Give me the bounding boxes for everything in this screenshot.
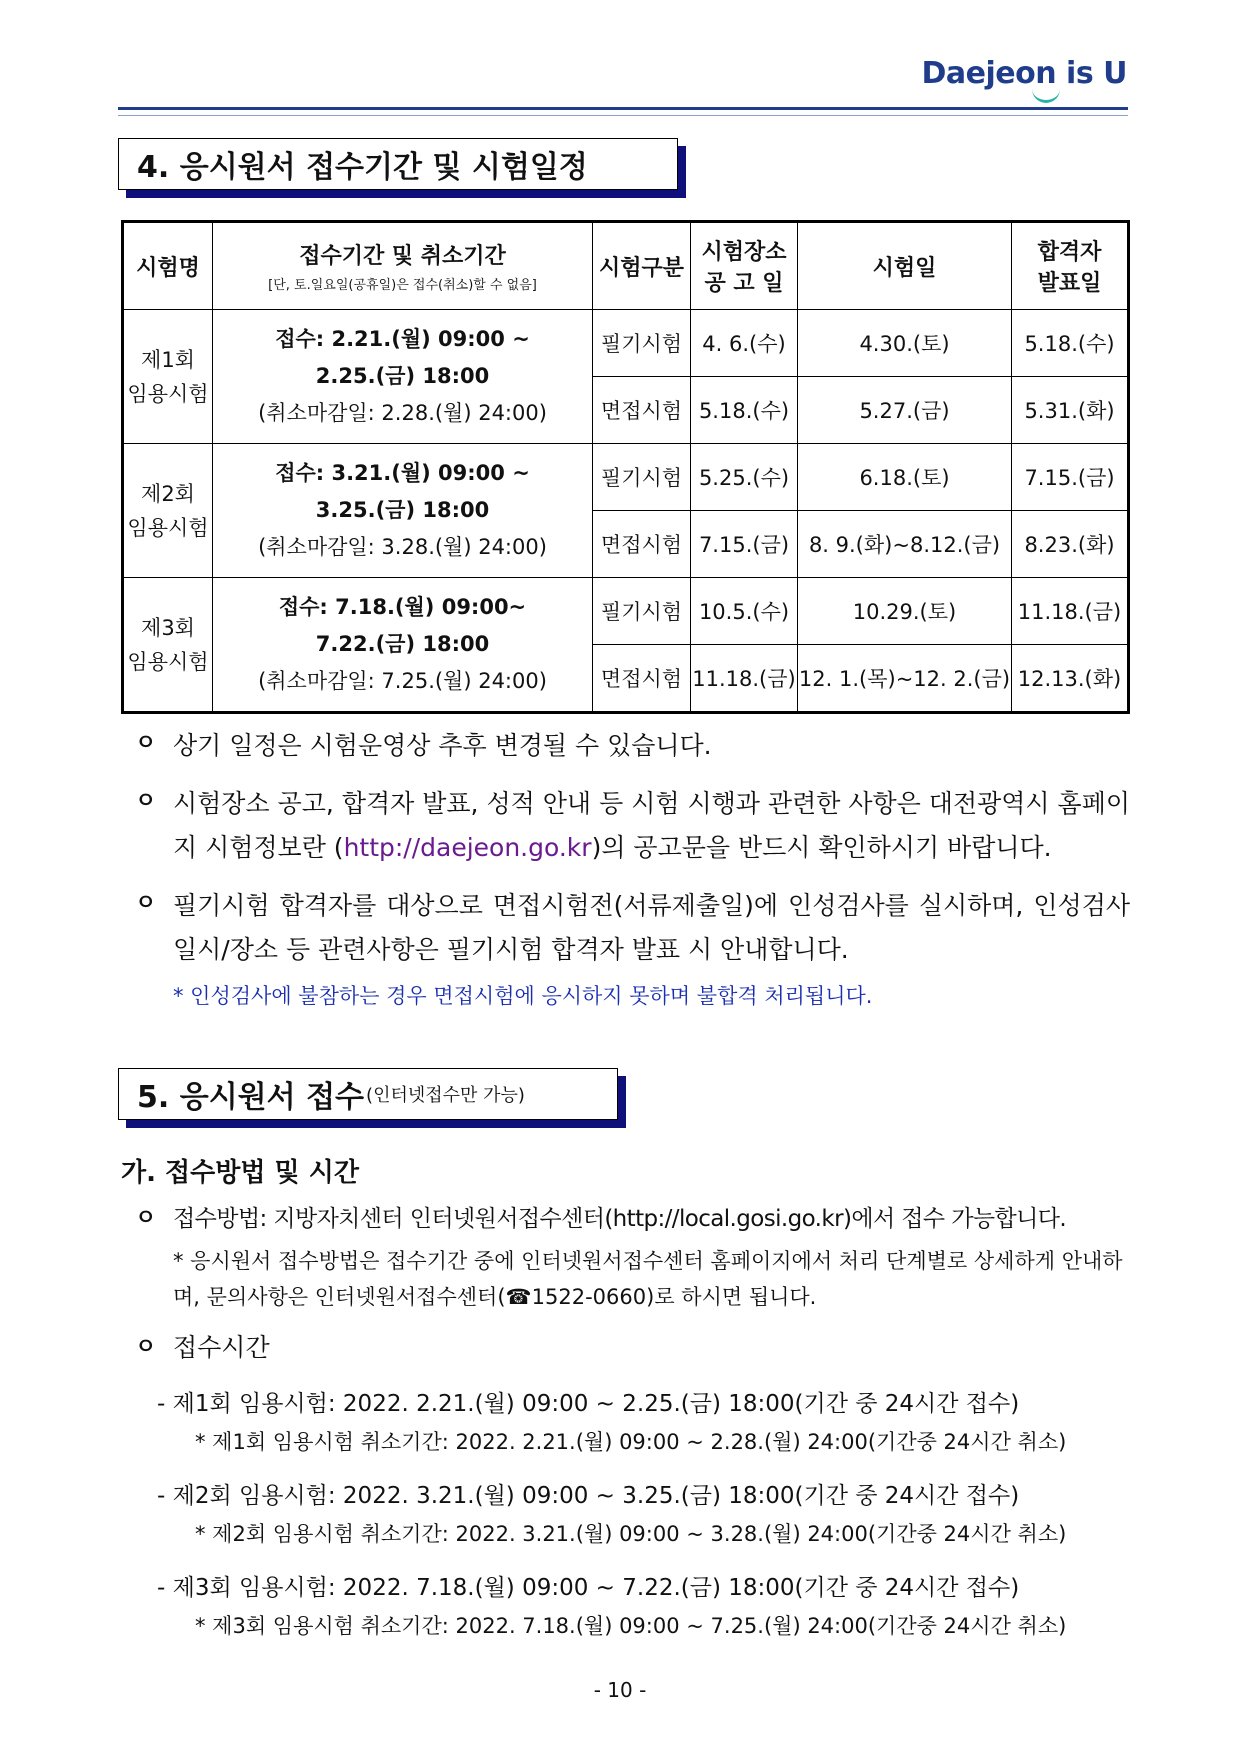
receipt-line2: 7.22.(금) 18:00 [315, 632, 490, 656]
cancel-deadline: (취소마감일: 3.28.(월) 24:00) [258, 535, 547, 559]
round-name [123, 310, 213, 444]
method-text: 접수방법: 지방자치센터 인터넷원서접수센터(http://local.gosi.go.kr)에서 접수 가능합니다. [173, 1206, 1067, 1232]
header-period-label: 접수기간 및 취소기간 [299, 244, 506, 269]
receipt-line1: 접수: 7.18.(월) 09:00~ [278, 595, 527, 619]
subsection-a-title: 가. 접수방법 및 시간 [121, 1158, 359, 1188]
receipt-line2: 2.25.(금) 18:00 [315, 364, 490, 388]
round-1-period: - 제1회 임용시험: 2022. 2.21.(월) 09:00 ~ 2.25.(금) 18:00(기간 중 24시간 접수) [157, 1391, 1020, 1417]
result-date: 8.23.(화) [1012, 511, 1129, 578]
exam-date: 5.27.(금) [798, 377, 1012, 444]
round-name [123, 444, 213, 578]
venue-date: 10.5.(수) [691, 578, 798, 645]
round-name-line2: 임용시험 [127, 515, 209, 540]
schedule-notes [135, 724, 1130, 1010]
result-date: 7.15.(금) [1012, 444, 1129, 511]
application-times [135, 1328, 1130, 1644]
exam-type: 필기시험 [593, 444, 691, 511]
table-header-row [123, 222, 1129, 310]
section-5-title-small: (인터넷접수만 가능) [366, 1085, 525, 1106]
result-date: 12.13.(화) [1012, 645, 1129, 713]
venue-date: 4. 6.(수) [691, 310, 798, 377]
round-period [213, 578, 593, 713]
bullet-circle-icon: ㅇ [135, 1335, 157, 1360]
header-period [213, 222, 593, 310]
note-text-part: 시험장소 공고, 합격자 발표, 성적 안내 등 시험 시행과 관련한 사항은 대전광역시 홈페이지 시험정보란 ( [173, 789, 1130, 862]
header-type: 시험구분 [593, 222, 691, 310]
schedule-table [121, 220, 1130, 714]
list-item [135, 1199, 1130, 1239]
exam-date: 8. 9.(화)~8.12.(금) [798, 511, 1012, 578]
table-row [123, 444, 1129, 511]
round-name-line1: 제3회 [141, 615, 195, 640]
list-item [135, 782, 1130, 870]
note-text: 필기시험 합격자를 대상으로 면접시험전(서류제출일)에 인성검사를 실시하며, 인성검사 일시/장소 등 관련사항은 필기시험 합격자 발표 시 안내합니다. [173, 891, 1130, 964]
round-2-period: - 제2회 임용시험: 2022. 3.21.(월) 09:00 ~ 3.25.(금) 18:00(기간 중 24시간 접수) [157, 1483, 1020, 1509]
note-text: 상기 일정은 시험운영상 추후 변경될 수 있습니다. [173, 731, 712, 760]
smile-icon [1032, 86, 1060, 103]
header-period-note: [단, 토.일요일(공휴일)은 접수(취소)할 수 없음] [268, 278, 537, 293]
round-3-period: - 제3회 임용시험: 2022. 7.18.(월) 09:00 ~ 7.22.(금) 18:00(기간 중 24시간 접수) [157, 1575, 1020, 1601]
header-rule [118, 107, 1128, 110]
page-number: - 10 - [593, 1678, 647, 1702]
result-date: 5.18.(수) [1012, 310, 1129, 377]
header-venue-line1: 시험장소 [701, 240, 787, 265]
venue-date: 11.18.(금) [691, 645, 798, 713]
note-text [173, 782, 1130, 870]
round-period [213, 444, 593, 578]
section-4-title-text: 4. 응시원서 접수기간 및 시험일정 [137, 150, 588, 185]
daejeon-logo [922, 56, 1127, 91]
application-method [135, 1199, 1130, 1315]
exam-type: 면접시험 [593, 645, 691, 713]
round-name [123, 578, 213, 713]
bullet-circle-icon: ㅇ [135, 891, 157, 916]
note-text-part: )의 공고문을 반드시 확인하시기 바랍니다. [591, 833, 1052, 862]
receipt-line1: 접수: 3.21.(월) 09:00 ~ [275, 461, 530, 485]
logo-text: Daejeon is U [921, 56, 1127, 91]
cancel-deadline: (취소마감일: 7.25.(월) 24:00) [258, 669, 547, 693]
result-date: 5.31.(화) [1012, 377, 1129, 444]
list-item [135, 724, 1130, 768]
section-5-title [118, 1068, 618, 1120]
section-5-title-text: 5. 응시원서 접수 [137, 1080, 365, 1115]
header-rule-thin [118, 115, 1128, 116]
round-name-line2: 임용시험 [127, 649, 209, 674]
cancel-deadline: (취소마감일: 2.28.(월) 24:00) [258, 401, 547, 425]
round-period [213, 310, 593, 444]
exam-date: 4.30.(토) [798, 310, 1012, 377]
header-result [1012, 222, 1129, 310]
daejeon-homepage-link[interactable]: http://daejeon.go.kr [343, 833, 592, 862]
exam-date: 12. 1.(목)~12. 2.(금) [798, 645, 1012, 713]
round-name-line2: 임용시험 [127, 381, 209, 406]
times-title: 접수시간 [173, 1333, 270, 1362]
round-name-line1: 제1회 [141, 347, 195, 372]
exam-date: 10.29.(토) [798, 578, 1012, 645]
method-note: * 응시원서 접수방법은 접수기간 중에 인터넷원서접수센터 홈페이지에서 처리 단계별로 상세하게 안내하며, 문의사항은 인터넷원서접수센터(☎1522-0660)로 하시면 됩니다. [173, 1249, 1123, 1309]
exam-type: 면접시험 [593, 377, 691, 444]
venue-date: 5.18.(수) [691, 377, 798, 444]
round-3-cancel: * 제3회 임용시험 취소기간: 2022. 7.18.(월) 09:00 ~ 7.25.(월) 24:00(기간중 24시간 취소) [195, 1614, 1067, 1638]
receipt-line1: 접수: 2.21.(월) 09:00 ~ [275, 327, 530, 351]
section-4-title [118, 138, 678, 190]
table-row [123, 578, 1129, 645]
bullet-circle-icon: ㅇ [135, 789, 157, 814]
exam-date: 6.18.(토) [798, 444, 1012, 511]
round-name-line1: 제2회 [141, 481, 195, 506]
table-row [123, 310, 1129, 377]
round-2-cancel: * 제2회 임용시험 취소기간: 2022. 3.21.(월) 09:00 ~ 3.28.(월) 24:00(기간중 24시간 취소) [195, 1522, 1067, 1546]
receipt-line2: 3.25.(금) 18:00 [315, 498, 490, 522]
list-item [135, 1328, 1130, 1368]
header-venue-line2: 공 고 일 [704, 271, 784, 296]
aptitude-test-warning: * 인성검사에 불참하는 경우 면접시험에 응시하지 못하며 불합격 처리됩니다. [173, 984, 873, 1008]
header-venue [691, 222, 798, 310]
venue-date: 7.15.(금) [691, 511, 798, 578]
exam-type: 면접시험 [593, 511, 691, 578]
header-result-line2: 발표일 [1037, 271, 1102, 296]
venue-date: 5.25.(수) [691, 444, 798, 511]
exam-type: 필기시험 [593, 310, 691, 377]
list-item [135, 884, 1130, 972]
header-exam-name: 시험명 [123, 222, 213, 310]
result-date: 11.18.(금) [1012, 578, 1129, 645]
header-date: 시험일 [798, 222, 1012, 310]
exam-type: 필기시험 [593, 578, 691, 645]
header-result-line1: 합격자 [1037, 240, 1102, 265]
bullet-circle-icon: ㅇ [135, 1206, 157, 1231]
round-1-cancel: * 제1회 임용시험 취소기간: 2022. 2.21.(월) 09:00 ~ 2.28.(월) 24:00(기간중 24시간 취소) [195, 1430, 1067, 1454]
bullet-circle-icon: ㅇ [135, 731, 157, 756]
